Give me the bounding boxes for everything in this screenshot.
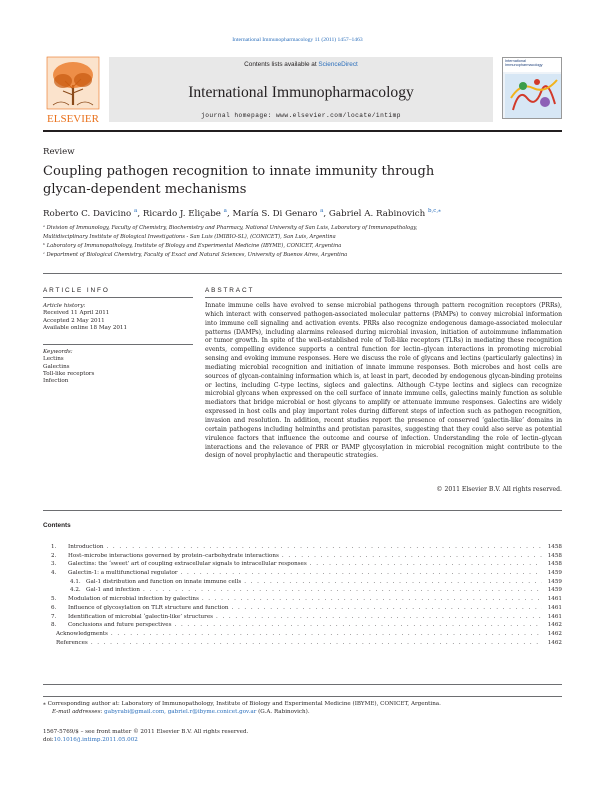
- toc-leader-dots: [244, 578, 542, 587]
- doi-label: doi:: [43, 737, 54, 743]
- toc-entry-page: 1461: [547, 613, 562, 620]
- abstract-heading: ABSTRACT: [205, 287, 255, 294]
- toc-entry-number: 6.: [51, 604, 57, 611]
- doi-link[interactable]: 10.1016/j.intimp.2011.05.002: [53, 737, 138, 743]
- sciencedirect-link[interactable]: ScienceDirect: [318, 61, 358, 68]
- footnote-rule: [43, 696, 562, 697]
- toc-entry-label[interactable]: Acknowledgments: [56, 630, 108, 637]
- keyword: Infection: [43, 378, 69, 385]
- toc-entry-label[interactable]: Gal-1 and infection: [86, 587, 141, 594]
- toc-leader-dots: [202, 595, 542, 604]
- keyword: Lectins: [43, 356, 64, 363]
- article-title-line-1: Coupling pathogen recognition to innate immunity through: [43, 164, 435, 179]
- author-name[interactable]: Roberto C. Davicino: [43, 208, 132, 219]
- toc-entry-number: 7.: [51, 613, 57, 620]
- toc-entry-label[interactable]: Galectins: the ‘sweet’ art of coupling extracellular signals to intracellular responses: [68, 561, 307, 568]
- toc-entry-number: 8.: [51, 622, 57, 629]
- toc-leader-dots: [310, 560, 542, 569]
- abstract-rule: [205, 297, 562, 298]
- toc-entry[interactable]: [43, 595, 562, 604]
- toc-leader-dots: [143, 586, 542, 595]
- toc-entry[interactable]: [43, 552, 562, 561]
- journal-homepage-line: [109, 112, 493, 119]
- keywords: [43, 349, 193, 385]
- history-accepted: Accepted 2 May 2011: [43, 317, 105, 324]
- contents-prefix: Contents lists available at: [244, 61, 319, 68]
- toc-entry-page: 1458: [547, 552, 562, 559]
- toc-entry-page: 1462: [547, 630, 562, 637]
- toc-entry[interactable]: [43, 639, 562, 648]
- contents-top-rule: [43, 510, 562, 511]
- article-title-line-2: glycan-dependent mechanisms: [43, 181, 247, 197]
- email-links[interactable]: gabyrabi@gmail.com, gabriel.r@ibyme.conicet.gov.ar: [104, 709, 257, 715]
- author-list: Roberto C. Davicino $^a$, Ricardo J. Eliçabe $^a$, María S. Di Genaro $^a$, Gabriel A. Rabinovich $^{b,c,⁎}$: [43, 208, 441, 219]
- toc-entry[interactable]: [43, 604, 562, 613]
- article-title: [43, 163, 543, 198]
- toc-entry-page: 1462: [547, 622, 562, 629]
- toc-entry-page: 1458: [547, 561, 562, 568]
- elsevier-wordmark: ELSEVIER: [47, 113, 99, 125]
- header-rule: [43, 130, 562, 132]
- toc-entry-number: 5.: [51, 596, 57, 603]
- email-label: E-mail addresses:: [52, 709, 103, 715]
- toc-entry-page: 1461: [547, 596, 562, 603]
- toc-entry[interactable]: [43, 543, 562, 552]
- toc-leader-dots: [106, 543, 542, 552]
- elsevier-logo: [43, 55, 103, 127]
- toc-entry-number: 4.1.: [70, 578, 81, 585]
- toc-entry-label[interactable]: References: [56, 639, 88, 646]
- toc-entry-label[interactable]: Modulation of microbial infection by galectins: [68, 596, 199, 603]
- toc-entry[interactable]: [43, 560, 562, 569]
- author-affiliation-marker[interactable]: a: [134, 208, 138, 214]
- author-affiliation-marker[interactable]: a: [223, 208, 227, 214]
- history-received: Received 11 April 2011: [43, 310, 110, 317]
- toc-leader-dots: [181, 569, 542, 578]
- toc-entry-page: 1458: [547, 544, 562, 550]
- toc-entry-label[interactable]: Galectin-1: a multifunctional regulator: [68, 570, 178, 577]
- journal-cover-icon: [503, 58, 562, 119]
- affiliation-a-line-2: Multidisciplinary Institute of Biological Investigations - San Luis (IMIBIO-SL), (CONICET), San Luis, Argentina: [43, 234, 336, 240]
- toc-entry-page: 1459: [547, 570, 562, 577]
- affiliation-rule: [43, 273, 562, 274]
- article-info-divider: [43, 344, 193, 345]
- front-matter-line: 1567-5769/$ – see front matter © 2011 Elsevier B.V. All rights reserved.: [43, 729, 249, 735]
- keyword: Galectins: [43, 363, 70, 370]
- toc-entry[interactable]: [43, 630, 562, 639]
- affiliation-a-line-1: ᵃ Division of Immunology, Faculty of Chemistry, Biochemistry and Pharmacy, National University of San Luis, Laboratory of Immunopathology,: [43, 225, 418, 231]
- author-name[interactable]: Ricardo J. Eliçabe: [142, 208, 221, 219]
- author-name[interactable]: María S. Di Genaro: [232, 208, 318, 219]
- author-affiliation-marker[interactable]: b,c,⁎: [428, 208, 441, 214]
- article-info-heading: ARTICLE INFO: [43, 287, 110, 294]
- doi-line: [43, 737, 138, 744]
- keywords-label: Keywords:: [43, 349, 73, 355]
- toc-entry-page: 1462: [547, 639, 562, 646]
- toc-entry-number: 4.: [51, 570, 57, 577]
- contents-available-line: [109, 61, 493, 68]
- toc-leader-dots: [91, 639, 542, 648]
- author-name[interactable]: Gabriel A. Rabinovich: [328, 208, 426, 219]
- homepage-link[interactable]: www.elsevier.com/locate/intimp: [276, 112, 401, 119]
- keyword: Toll-like receptors: [43, 370, 95, 377]
- toc-leader-dots: [174, 621, 542, 630]
- journal-title: International Immunopharmacology: [188, 84, 414, 101]
- toc-entry[interactable]: [43, 569, 562, 578]
- article-info-rule: [43, 297, 193, 298]
- toc-leader-dots: [282, 552, 542, 561]
- toc-entry-label[interactable]: Host–microbe interactions governed by protein–carbohydrate interactions: [68, 552, 279, 559]
- toc-entry-label[interactable]: Introduction: [68, 544, 104, 550]
- toc-entry-number: 1.: [51, 544, 57, 550]
- journal-reference[interactable]: International Immunopharmacology 11 (2011) 1457–1463: [232, 37, 363, 43]
- homepage-prefix: journal homepage:: [201, 112, 277, 119]
- toc-entry[interactable]: [43, 578, 562, 587]
- toc-entry-number: 2.: [51, 552, 57, 559]
- cover-title: International Immunopharmacology: [505, 59, 543, 68]
- email-note: [52, 709, 562, 716]
- toc-entry[interactable]: [43, 586, 562, 595]
- history-online: Available online 18 May 2011: [43, 324, 128, 331]
- corresponding-author-note: [43, 701, 562, 708]
- toc-entry-page: 1461: [547, 604, 562, 611]
- contents-bottom-rule: [43, 684, 562, 685]
- toc-entry-number: 3.: [51, 561, 57, 568]
- affiliation-b: ᵇ Laboratory of Immunopathology, Institute of Biology and Experimental Medicine (IBYME), CONICET, Argentina: [43, 243, 342, 249]
- affiliation-c: ᶜ Department of Biological Chemistry, Faculty of Exact and Natural Sciences, University of Buenos Aires, Argentina: [43, 252, 348, 258]
- email-suffix: (G.A. Rabinovich).: [256, 709, 310, 715]
- toc-entry-label[interactable]: Gal-1 distribution and function on innate immune cells: [86, 578, 242, 585]
- copyright-notice: © 2011 Elsevier B.V. All rights reserved.: [436, 486, 562, 493]
- toc-entry-page: 1459: [547, 587, 562, 594]
- toc-leader-dots: [216, 613, 542, 622]
- toc-leader-dots: [232, 604, 542, 613]
- journal-cover-image: [502, 57, 562, 119]
- toc-entry-page: 1459: [547, 578, 562, 585]
- toc-leader-dots: [111, 630, 542, 639]
- toc-entry-number: 4.2.: [70, 587, 81, 594]
- abstract-text: Innate immune cells have evolved to sense microbial pathogens through pattern recognition receptors (PRRs), which interact with conserved pathogen-associated molecular patterns (PAMPs) to convey microbial information into immune cell signaling and activation events. PRRs also recognize endogenous damage-associated molecular patterns (DAMPs), including alarmins released during microbial invasion, initiation of autoimmune inflammation or tumor growth. In spite of the well-established role of Toll-like receptors (TLRs) in mediating these recognition events, compelling evidence supports a central function for lectin–glycan interactions in promoting microbial sensing and evoking immune responses. Here we discuss the role of glycans and lectins (particularly galectins) in mediating microbial recognition and initiation of innate immune responses. Both microbes and host cells are sources of glycan-containing information which is, at least in part, decoded by endogenous glycan-binding proteins or lectins, including C-type lectins, siglecs and galectins. Although C-type lectins and siglecs can recognize microbial glycans when expressed on the cell surface of innate immune cells, galectins mainly function as soluble mediators that bridge microbial or host glycans to amplify or attenuate immune responses. Galectins are widely expressed in host cells and play important roles during different steps of infection such as pathogen recognition, invasion and resolution. In addition, recent studies report the presence of conserved ‘galectin-like’ domains in certain pathogens including helminths and protistan parasites, suggesting that they could also serve as potential virulence factors that influence the outcome and course of infection. Understanding the role of lectin–glycan interactions and the relevance of PRR or PAMP glycosylation in microbial recognition might contribute to the design of novel prophylactic and therapeutic strategies.: [205, 302, 562, 460]
- author-affiliation-marker[interactable]: a: [320, 208, 324, 214]
- toc-entry[interactable]: [43, 621, 562, 630]
- article-type: Review: [43, 147, 75, 157]
- contents-heading: Contents: [43, 522, 71, 529]
- toc-entry-label[interactable]: Identification of microbial ‘galectin-like’ structures: [68, 613, 214, 620]
- elsevier-tree-icon: [43, 55, 103, 127]
- toc-entry-label[interactable]: Conclusions and future perspectives: [68, 622, 172, 629]
- toc-entry-label[interactable]: Influence of glycosylation on TLR structure and function: [68, 604, 229, 611]
- toc-entry[interactable]: [43, 613, 562, 622]
- article-history-label: Article history:: [43, 303, 86, 309]
- table-of-contents: [43, 543, 562, 647]
- article-history: [43, 303, 193, 332]
- corresponding-author-text: ⁎ Corresponding author at: Laboratory of Immunopathology, Institute of Biology and Experimental Medicine (IBYME), CONICET, Argentina.: [43, 701, 441, 707]
